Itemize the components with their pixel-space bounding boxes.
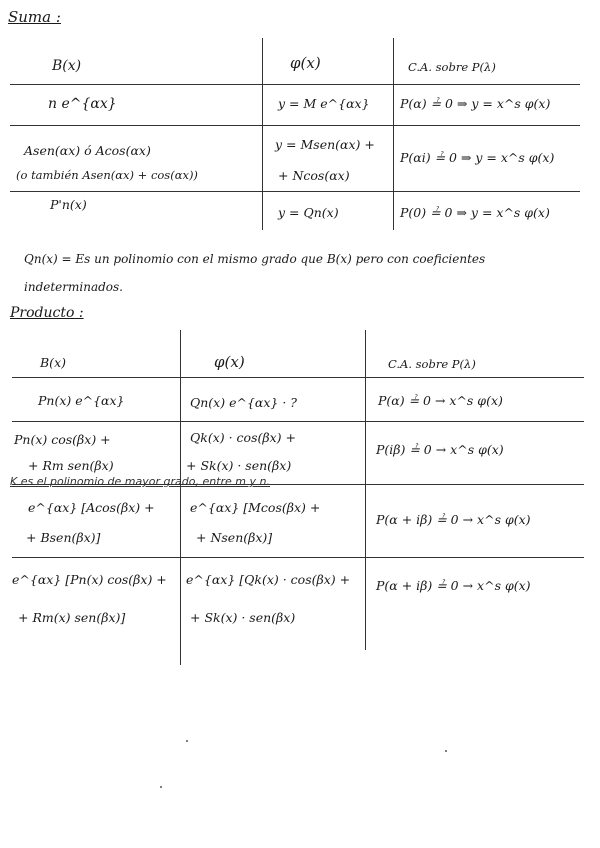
suma-r3-c3: P(0) ≟ 0 ⇒ y = x^s φ(x) bbox=[400, 205, 550, 220]
producto-col-divider-1 bbox=[180, 330, 181, 665]
producto-r4-c2-line2: + Sk(x) · sen(βx) bbox=[190, 610, 296, 625]
scan-speck bbox=[186, 740, 188, 742]
producto-r1-c1: Pn(x) e^{αx} bbox=[38, 393, 125, 408]
producto-r3-c2-line2: + Nsen(βx)] bbox=[196, 530, 273, 545]
suma-col-divider-2 bbox=[393, 38, 394, 230]
producto-r4-c3: P(α + iβ) ≟ 0 → x^s φ(x) bbox=[376, 578, 531, 593]
scan-speck bbox=[445, 750, 447, 752]
producto-r2-c1-line1: Pn(x) cos(βx) + bbox=[14, 432, 111, 447]
suma-r2-c2-line2: + Ncos(αx) bbox=[278, 168, 350, 183]
scan-speck bbox=[160, 786, 162, 788]
producto-r4-c2-line1: e^{αx} [Qk(x) · cos(βx) + bbox=[186, 572, 351, 587]
producto-r1-c2: Qn(x) e^{αx} · ? bbox=[190, 395, 297, 410]
producto-r4-c1-line1: e^{αx} [Pn(x) cos(βx) + bbox=[12, 572, 167, 587]
producto-header-b: B(x) bbox=[40, 355, 66, 370]
suma-header-line bbox=[10, 84, 580, 85]
producto-note: K es el polinomio de mayor grado, entre m y n. bbox=[10, 475, 270, 488]
producto-r3-c1-line1: e^{αx} [Acos(βx) + bbox=[28, 500, 155, 515]
suma-r2-c1-line2: (o también Asen(αx) + cos(αx)) bbox=[16, 168, 198, 182]
producto-title: Producto : bbox=[10, 305, 84, 321]
suma-r3-c2: y = Qn(x) bbox=[278, 205, 339, 220]
suma-header-b: B(x) bbox=[52, 58, 82, 74]
suma-header-ca: C.A. sobre P(λ) bbox=[408, 60, 496, 74]
suma-title: Suma : bbox=[8, 8, 61, 26]
producto-header-line bbox=[12, 377, 584, 378]
suma-header-phi: φ(x) bbox=[290, 54, 321, 72]
producto-header-ca: C.A. sobre P(λ) bbox=[388, 357, 476, 371]
producto-r3-c1-line2: + Bsen(βx)] bbox=[26, 530, 101, 545]
suma-row-line-2 bbox=[10, 191, 580, 192]
suma-r1-c2: y = M e^{αx} bbox=[278, 96, 370, 111]
producto-r2-c1-line2: + Rm sen(βx) bbox=[28, 458, 114, 473]
producto-r3-c2-line1: e^{αx} [Mcos(βx) + bbox=[190, 500, 321, 515]
producto-r2-c2-line2: + Sk(x) · sen(βx) bbox=[186, 458, 292, 473]
producto-r2-c3: P(iβ) ≟ 0 → x^s φ(x) bbox=[376, 442, 504, 457]
suma-col-divider-1 bbox=[262, 38, 263, 230]
producto-r3-c3: P(α + iβ) ≟ 0 → x^s φ(x) bbox=[376, 512, 531, 527]
suma-r2-c1-line1: Asen(αx) ó Acos(αx) bbox=[24, 143, 151, 158]
suma-r1-c3: P(α) ≟ 0 ⇒ y = x^s φ(x) bbox=[400, 96, 551, 111]
producto-r1-c3: P(α) ≟ 0 → x^s φ(x) bbox=[378, 393, 503, 408]
suma-r3-c1: P'n(x) bbox=[50, 197, 87, 212]
suma-r2-c2-line1: y = Msen(αx) + bbox=[275, 137, 375, 152]
producto-r4-c1-line2: + Rm(x) sen(βx)] bbox=[18, 610, 126, 625]
producto-row-line-1 bbox=[12, 421, 584, 422]
suma-note: Qn(x) = Es un polinomio con el mismo grado que B(x) pero con coeficientes indeterminados. bbox=[24, 252, 486, 294]
producto-header-phi: φ(x) bbox=[214, 353, 245, 371]
suma-r2-c3: P(αi) ≟ 0 ⇒ y = x^s φ(x) bbox=[400, 150, 555, 165]
producto-col-divider-2 bbox=[365, 330, 366, 650]
producto-row-line-3 bbox=[12, 557, 584, 558]
producto-r2-c2-line1: Qk(x) · cos(βx) + bbox=[190, 430, 296, 445]
suma-r1-c1: n e^{αx} bbox=[48, 96, 117, 112]
suma-row-line-1 bbox=[10, 125, 580, 126]
